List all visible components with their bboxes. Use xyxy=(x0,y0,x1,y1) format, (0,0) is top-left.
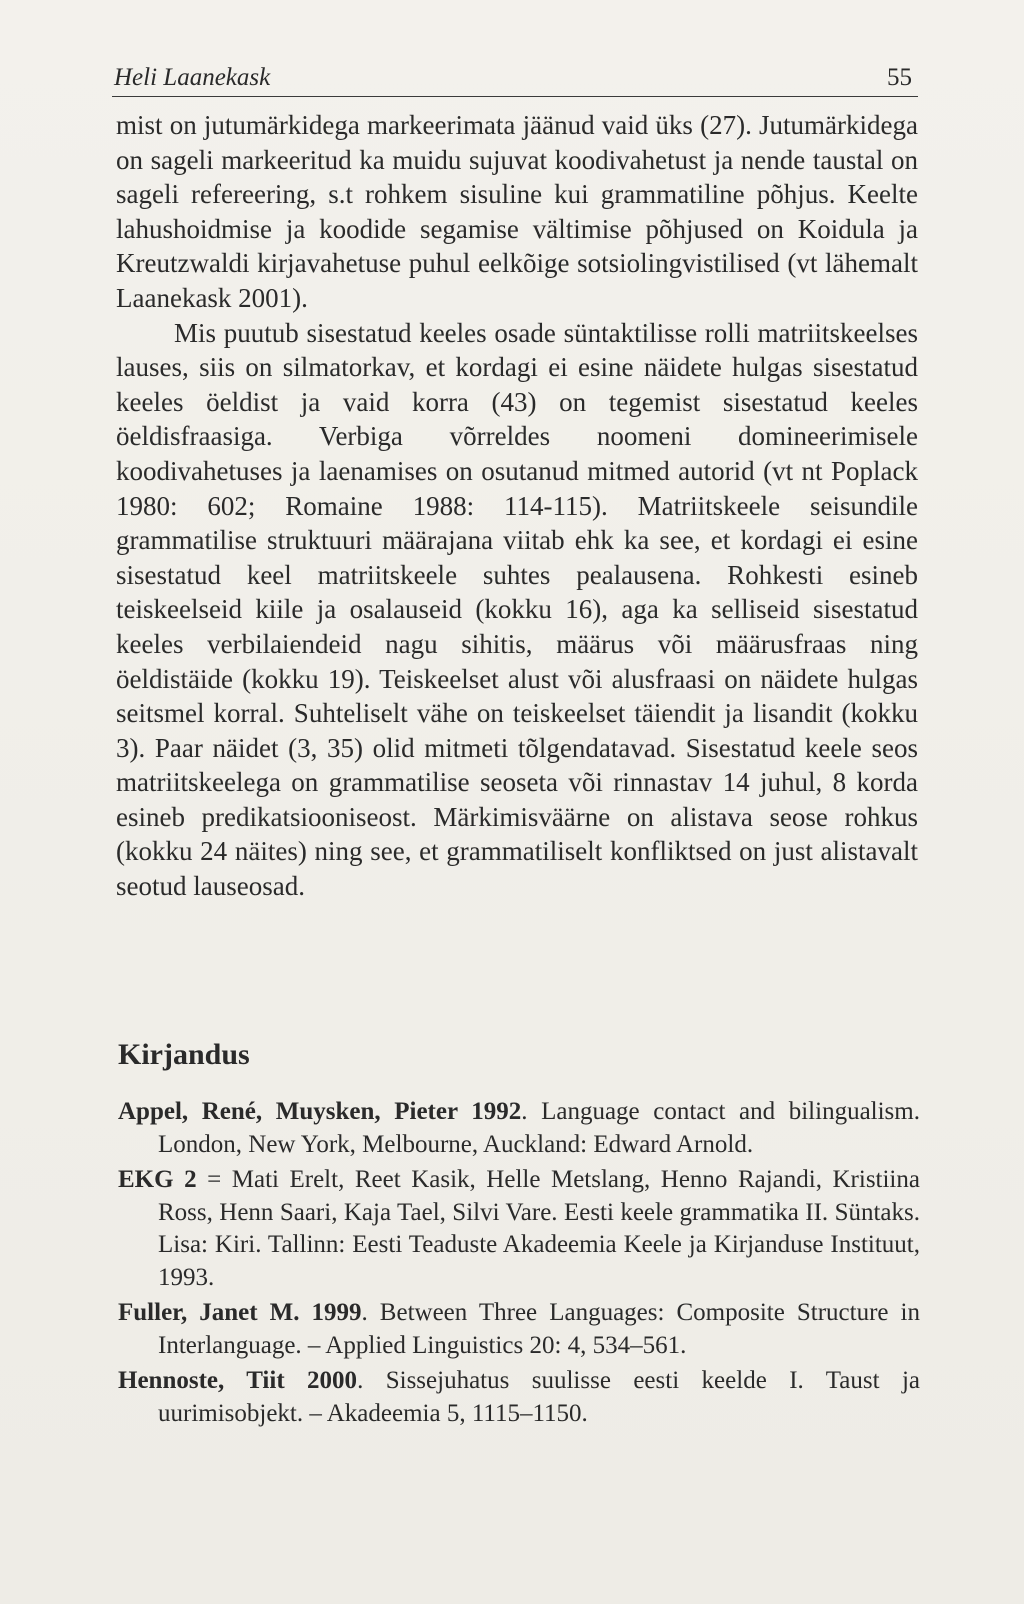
page-number: 55 xyxy=(887,64,912,91)
bibliography-heading: Kirjandus xyxy=(118,1038,250,1071)
bibliography-entry xyxy=(118,1297,920,1362)
paragraph-1: mist on jutumärkidega markeerimata jäänud vaid üks (27). Jutumärkidega on sageli markeeritud ka muidu sujuvat koodivahetust ja nende taustal on sageli refereering, s.t rohkem sisuline kui grammatiline põhjus. Keelte lahushoidmise ja koodide segamise vältimise põhjused on Koidula ja Kreutzwaldi kirjavahetuse puhul eelkõige sotsiolingvistilised (vt lähemalt Laanekask 2001). xyxy=(116,110,918,313)
running-header-author: Heli Laanekask xyxy=(114,64,271,91)
entry-text: . Between Three Languages: Composite Structure in Interlanguage. – Applied Linguistics 20: 4, 534–561. xyxy=(158,1299,920,1359)
entry-text: . Sissejuhatus suulisse eesti keelde I. Taust ja uurimisobjekt. – Akadeemia 5, 1115–1150. xyxy=(158,1367,920,1427)
body-text xyxy=(116,108,918,904)
entry-author: Appel, René, Muysken, Pieter 1992 xyxy=(118,1098,522,1125)
bibliography-entry xyxy=(118,1164,920,1294)
running-header xyxy=(112,56,918,97)
bibliography-entry xyxy=(118,1096,920,1161)
entry-author: Hennoste, Tiit 2000 xyxy=(118,1367,358,1394)
entry-author: Fuller, Janet M. 1999 xyxy=(118,1299,362,1326)
entry-author: EKG 2 xyxy=(118,1166,197,1193)
entry-text: . Language contact and bilingualism. London, New York, Melbourne, Auckland: Edward Arnold. xyxy=(158,1098,920,1158)
entry-text: = Mati Erelt, Reet Kasik, Helle Metslang, Henno Rajandi, Kristiina Ross, Henn Saari, Kaja Tael, Silvi Vare. Eesti keele grammatika II. Süntaks. Lisa: Kiri. Tallinn: Eesti Teaduste Akadeemia Keele ja Kirjanduse Instituut, 1993. xyxy=(158,1166,920,1291)
bibliography-list xyxy=(118,1096,920,1433)
bibliography-entry xyxy=(118,1365,920,1430)
paragraph-2: Mis puutub sisestatud keeles osade süntaktilisse rolli matriitskeelses lauses, siis on silmatorkav, et kordagi ei esine näidete hulgas sisestatud keeles öeldist ja vaid korra (43) on tegemist sisestatud keeles öeldisfraasiga. Verbiga võrreldes noomeni domineerimisele koodivahetuses ja laenamises on osutanud mitmed autorid (vt nt Poplack 1980: 602; Romaine 1988: 114-115). Matriitskeele seisundile grammatilise struktuuri määrajana viitab ehk ka see, et kordagi ei esine sisestatud keel matriitskeele suhtes pealausena. Rohkesti esineb teiskeelseid kiile ja osalauseid (kokku 16), aga ka selliseid sisestatud keeles verbilaiendeid nagu sihitis, määrus või määrusfraas ning öeldistäide (kokku 19). Teiskeelset alust või alusfraasi on näidete hulgas seitsmel korral. Suhteliselt vähe on teiskeelset täiendit ja lisandit (kokku 3). Paar näidet (3, 35) olid mitmeti tõlgendatavad. Sisestatud keele seos matriitskeelega on grammatilise seoseta või rinnastav 14 juhul, 8 korda esineb predikatsiooniseost. Märkimisväärne on alistava seose rohkus (kokku 24 näites) ning see, et grammatiliselt konfliktsed on just alistavalt seotud lauseosad. xyxy=(116,317,918,902)
